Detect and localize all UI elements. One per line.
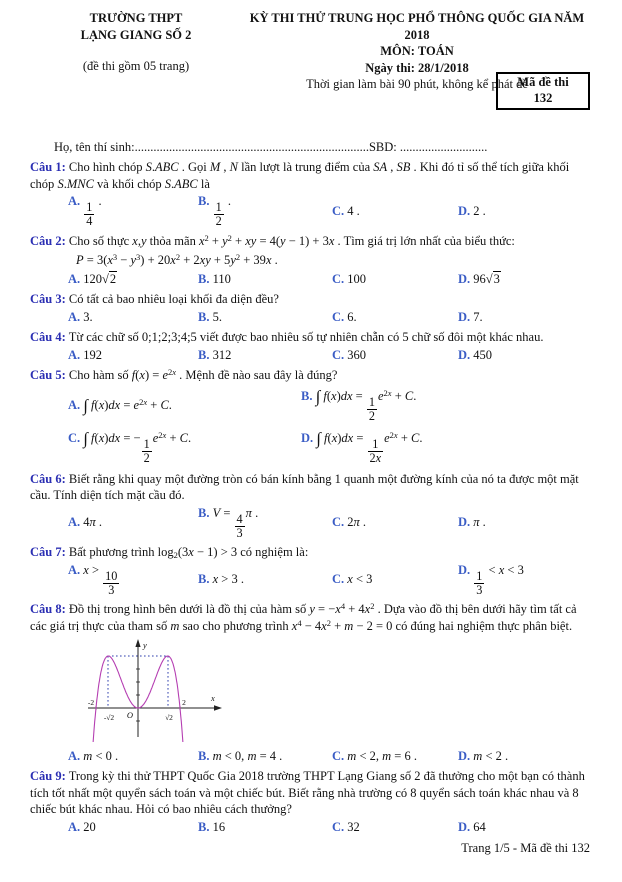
q9-body: Trong kỳ thi thử THPT Quốc Gia 2018 trường THPT Lạng Giang số 2 đã thưởng cho một bạn có thành tích tốt nhất một quyển sách toán và một chiếc bút. Biết rằng nhà trường có 8 quyển sách toán khác nhau và 8 chiếc bút khác nhau. Hỏi có bao nhiêu cách thưởng? <box>30 769 585 817</box>
q9-options <box>30 819 592 836</box>
q4-option-d-letter: D. <box>458 347 471 362</box>
q3-option-a <box>68 309 198 326</box>
q7-options <box>30 562 592 598</box>
q5-option-b-letter: B. <box>301 388 313 403</box>
q4-body: Từ các chữ số 0;1;2;3;4;5 viết được bao nhiêu số tự nhiên chẵn có 5 chữ số đôi một khác nhau. <box>68 330 544 345</box>
q4-option-d <box>458 347 592 364</box>
q9-option-c-text: 32 <box>347 819 360 834</box>
q6-option-a <box>68 514 198 531</box>
q3-option-b-text: 5. <box>212 309 222 324</box>
q7-option-b <box>198 571 332 588</box>
q3-label: Câu 3: <box>30 292 66 307</box>
exam-date: Ngày thi: 28/1/2018 <box>365 60 469 75</box>
x-axis-arrow <box>214 706 222 711</box>
q8-option-a-letter: A. <box>68 748 81 763</box>
q4-option-a-letter: A. <box>68 347 81 362</box>
q2-options <box>30 271 592 288</box>
q5-option-c-letter: C. <box>68 431 81 446</box>
origin-label: O <box>126 710 134 721</box>
exam-code-value: 132 <box>533 90 553 105</box>
q4-option-c-text: 360 <box>347 347 367 362</box>
q1-option-c <box>332 203 458 220</box>
school-name-line1: TRƯỜNG THPT <box>89 11 183 25</box>
q2-label: Câu 2: <box>30 233 66 248</box>
q4-option-a <box>68 347 198 364</box>
q5-body: Cho hàm số $f(x) = e^{2x}$ . Mệnh đề nào sau đây là đúng? <box>68 367 338 383</box>
q1-option-d-text: 2 . <box>473 203 486 218</box>
q1-option-b-text: $\frac{1}{2}$ . <box>215 194 231 229</box>
q2-option-d <box>458 271 592 288</box>
sbd-blank: ............................ <box>399 139 488 154</box>
student-name-label: Họ, tên thí sinh: <box>54 139 135 154</box>
q3-option-d-letter: D. <box>458 309 471 324</box>
sbd-label: SBD: <box>368 139 397 154</box>
q7-label: Câu 7: <box>30 545 66 560</box>
q5-label: Câu 5: <box>30 368 66 383</box>
q2-option-b-letter: B. <box>198 271 210 286</box>
page-footer: Trang 1/5 - Mã đề thi 132 <box>461 840 590 855</box>
q5-option-c-text: ∫ f(x)dx = − $\frac{1}{2}$ $e^{2x} + C$. <box>83 429 192 466</box>
q8-figure-svg <box>76 636 226 742</box>
question-1 <box>30 159 592 229</box>
q7-option-d-text: $\frac{1}{3}$ < x < 3 <box>476 562 524 598</box>
q5-option-a-letter: A. <box>68 398 81 413</box>
exam-subject: MÔN: TOÁN <box>380 44 454 58</box>
q6-label: Câu 6: <box>30 471 66 486</box>
q2-option-a <box>68 271 198 288</box>
q4-option-b <box>198 347 332 364</box>
x-axis-label: x <box>211 693 215 704</box>
q8-options <box>30 748 592 765</box>
q8-label: Câu 8: <box>30 602 66 617</box>
q3-option-b <box>198 309 332 326</box>
q9-option-c <box>332 819 458 836</box>
q3-option-b-letter: B. <box>198 309 210 324</box>
q6-option-c-text: 2π . <box>347 515 367 530</box>
q7-option-b-letter: B. <box>198 572 210 587</box>
q2-option-c-text: 100 <box>347 271 367 286</box>
q5-option-a-text: ∫ $f(x)dx = e^{2x} + C$. <box>83 396 172 416</box>
q2-option-d-letter: D. <box>458 271 471 286</box>
student-info-line <box>30 139 592 156</box>
q3-body: Có tất cả bao nhiêu loại khối đa diện đều? <box>68 292 279 307</box>
q8-option-b-letter: B. <box>198 748 210 763</box>
q2-option-b <box>198 271 332 288</box>
q6-option-d-letter: D. <box>458 515 471 530</box>
q2-formula: $P = 3(x^3 - y^3) + 20x^2 + 2xy + 5y^2 + 39x$ . <box>76 252 278 268</box>
q2-option-d-text: 96√3 <box>473 271 500 286</box>
q8-option-a-text: m < 0 . <box>83 748 119 763</box>
q8-option-b-text: m < 0, m = 4 . <box>212 748 283 763</box>
q9-option-d-text: 64 <box>473 819 486 834</box>
q1-option-a <box>68 193 198 229</box>
q1-option-b <box>198 193 332 229</box>
question-8 <box>30 601 592 764</box>
q1-option-b-letter: B. <box>198 194 210 208</box>
q8-option-c-text: m < 2, m = 6 . <box>347 748 417 763</box>
q9-option-d-letter: D. <box>458 819 471 834</box>
q5-option-a <box>68 397 301 414</box>
student-name-blank: ........................................................................... <box>134 139 369 154</box>
header-school-block <box>30 10 242 93</box>
q8-figure <box>76 636 592 747</box>
q1-option-a-text: $\frac{1}{4}$ . <box>86 194 102 229</box>
q1-option-c-letter: C. <box>332 203 345 218</box>
q7-option-c <box>332 571 458 588</box>
q5-option-d <box>301 430 592 466</box>
q3-option-c <box>332 309 458 326</box>
q5-option-b-text: ∫ f(x)dx = $\frac{1}{2}$ $e^{2x} + C$. <box>315 386 417 423</box>
q3-option-c-letter: C. <box>332 309 345 324</box>
q5-option-c <box>68 430 301 466</box>
q4-options <box>30 347 592 364</box>
q2-option-b-text: 110 <box>212 271 231 286</box>
q3-option-a-letter: A. <box>68 309 81 324</box>
q8-option-c-letter: C. <box>332 748 345 763</box>
q6-option-b-text: V = $\frac{4}{3}$ π . <box>212 505 259 541</box>
q5-options <box>30 388 592 466</box>
q8-option-b <box>198 748 332 765</box>
q1-body: Cho hình chóp S.ABC . Gọi M , N lần lượt là trung điểm của SA , SB . Khi đó tỉ số thể tích giữa khối chóp S.MNC và khối chóp S.ABC là <box>30 160 570 191</box>
y-axis-label: y <box>143 640 147 651</box>
exam-duration: Thời gian làm bài 90 phút, không kể phát đề <box>306 77 528 91</box>
q6-option-a-text: 4π . <box>83 515 103 530</box>
x-label-sqrt2: √2 <box>165 713 173 723</box>
q1-option-d-letter: D. <box>458 203 471 218</box>
q2-option-c <box>332 271 458 288</box>
q2-option-c-letter: C. <box>332 271 345 286</box>
pages-note: (đề thi gồm 05 trang) <box>82 59 190 73</box>
q9-option-b-letter: B. <box>198 819 210 834</box>
exam-code-label: Mã đề thi <box>517 75 569 89</box>
q8-option-d-letter: D. <box>458 748 471 763</box>
q4-option-b-text: 312 <box>212 347 232 362</box>
question-6 <box>30 471 592 541</box>
q4-option-b-letter: B. <box>198 347 210 362</box>
q5-option-d-letter: D. <box>301 431 314 446</box>
q2-body: Cho số thực x,y thỏa mãn $x^2 + y^2$ + xy = 4(y − 1) + 3x . Tìm giá trị lớn nhất của biểu thức: <box>68 232 515 248</box>
q8-option-c <box>332 748 458 765</box>
q4-option-c <box>332 347 458 364</box>
x-label-neg2: -2 <box>87 698 95 708</box>
q1-option-c-text: 4 . <box>347 203 360 218</box>
q7-body: Bất phương trình $\log_2(3x - 1) > 3$ có nghiệm là: <box>68 545 309 561</box>
q4-option-a-text: 192 <box>83 347 103 362</box>
q6-option-b-letter: B. <box>198 505 210 520</box>
q1-options <box>30 193 592 229</box>
x-label-neg-sqrt2: -√2 <box>103 713 115 723</box>
y-axis-arrow <box>135 639 140 647</box>
q8-option-d-text: m < 2 . <box>473 748 509 763</box>
q6-option-d-text: π . <box>473 515 486 530</box>
q6-option-c-letter: C. <box>332 515 345 530</box>
q7-option-d <box>458 562 592 598</box>
q3-option-d-text: 7. <box>473 309 483 324</box>
q3-option-c-text: 6. <box>347 309 357 324</box>
q1-option-d <box>458 203 592 220</box>
q4-label: Câu 4: <box>30 330 66 345</box>
q8-option-a <box>68 748 198 765</box>
q8-body: Đồ thị trong hình bên dưới là đồ thị của hàm số $y = -x^4 + 4x^2$ . Dựa vào đồ thị bên dưới hãy tìm tất cả các giá trị thực của tham số m sao cho phương trình $x^4 - 4x^2 + m - 2 = 0$ có đúng hai nghiệm thực phân biệt. <box>30 601 577 633</box>
question-5 <box>30 367 592 466</box>
q6-option-b <box>198 505 332 541</box>
q7-option-a-letter: A. <box>68 562 81 577</box>
q2-option-a-text: 120√2 <box>83 271 117 286</box>
q3-option-d <box>458 309 592 326</box>
q7-option-d-letter: D. <box>458 562 471 577</box>
q9-option-d <box>458 819 592 836</box>
q9-option-a-letter: A. <box>68 819 81 834</box>
question-4 <box>30 329 592 363</box>
x-label-2: 2 <box>182 698 186 708</box>
school-name-line2: LẠNG GIANG SỐ 2 <box>80 27 192 42</box>
q3-option-a-text: 3. <box>83 309 93 324</box>
q6-option-a-letter: A. <box>68 515 81 530</box>
q9-option-b-text: 16 <box>212 819 226 834</box>
q6-options <box>30 505 592 541</box>
q7-option-c-letter: C. <box>332 572 345 587</box>
q5-option-b <box>301 388 592 424</box>
q7-option-b-text: x > 3 . <box>212 572 244 587</box>
question-3 <box>30 291 592 325</box>
question-9 <box>30 768 592 835</box>
q7-option-a <box>68 562 198 598</box>
q4-option-c-letter: C. <box>332 347 345 362</box>
question-2 <box>30 233 592 288</box>
q9-option-c-letter: C. <box>332 819 345 834</box>
q7-option-a-text: x > $\frac{10}{3}$ <box>83 562 118 598</box>
q8-option-d <box>458 748 592 765</box>
q9-option-a <box>68 819 198 836</box>
q6-body: Biết rằng khi quay một đường tròn có bán kính bằng 1 quanh một đường kính của nó ta được một mặt cầu. Tính diện tích mặt cầu đó. <box>30 471 579 503</box>
q4-option-d-text: 450 <box>473 347 493 362</box>
q3-options <box>30 309 592 326</box>
exam-title: KỲ THI THỬ TRUNG HỌC PHỔ THÔNG QUỐC GIA NĂM 2018 <box>249 11 585 42</box>
q9-option-a-text: 20 <box>83 819 96 834</box>
q6-option-d <box>458 514 592 531</box>
q1-option-a-letter: A. <box>68 194 81 208</box>
q6-option-c <box>332 514 458 531</box>
q1-label: Câu 1: <box>30 160 66 174</box>
question-7 <box>30 544 592 597</box>
q9-option-b <box>198 819 332 836</box>
q9-label: Câu 9: <box>30 769 66 784</box>
q7-option-c-text: x < 3 <box>347 572 373 587</box>
q2-option-a-letter: A. <box>68 271 81 286</box>
exam-code-box <box>496 72 590 110</box>
q5-option-d-text: ∫ f(x)dx = $\frac{1}{2x}$ $e^{2x} + C$. <box>316 429 423 466</box>
